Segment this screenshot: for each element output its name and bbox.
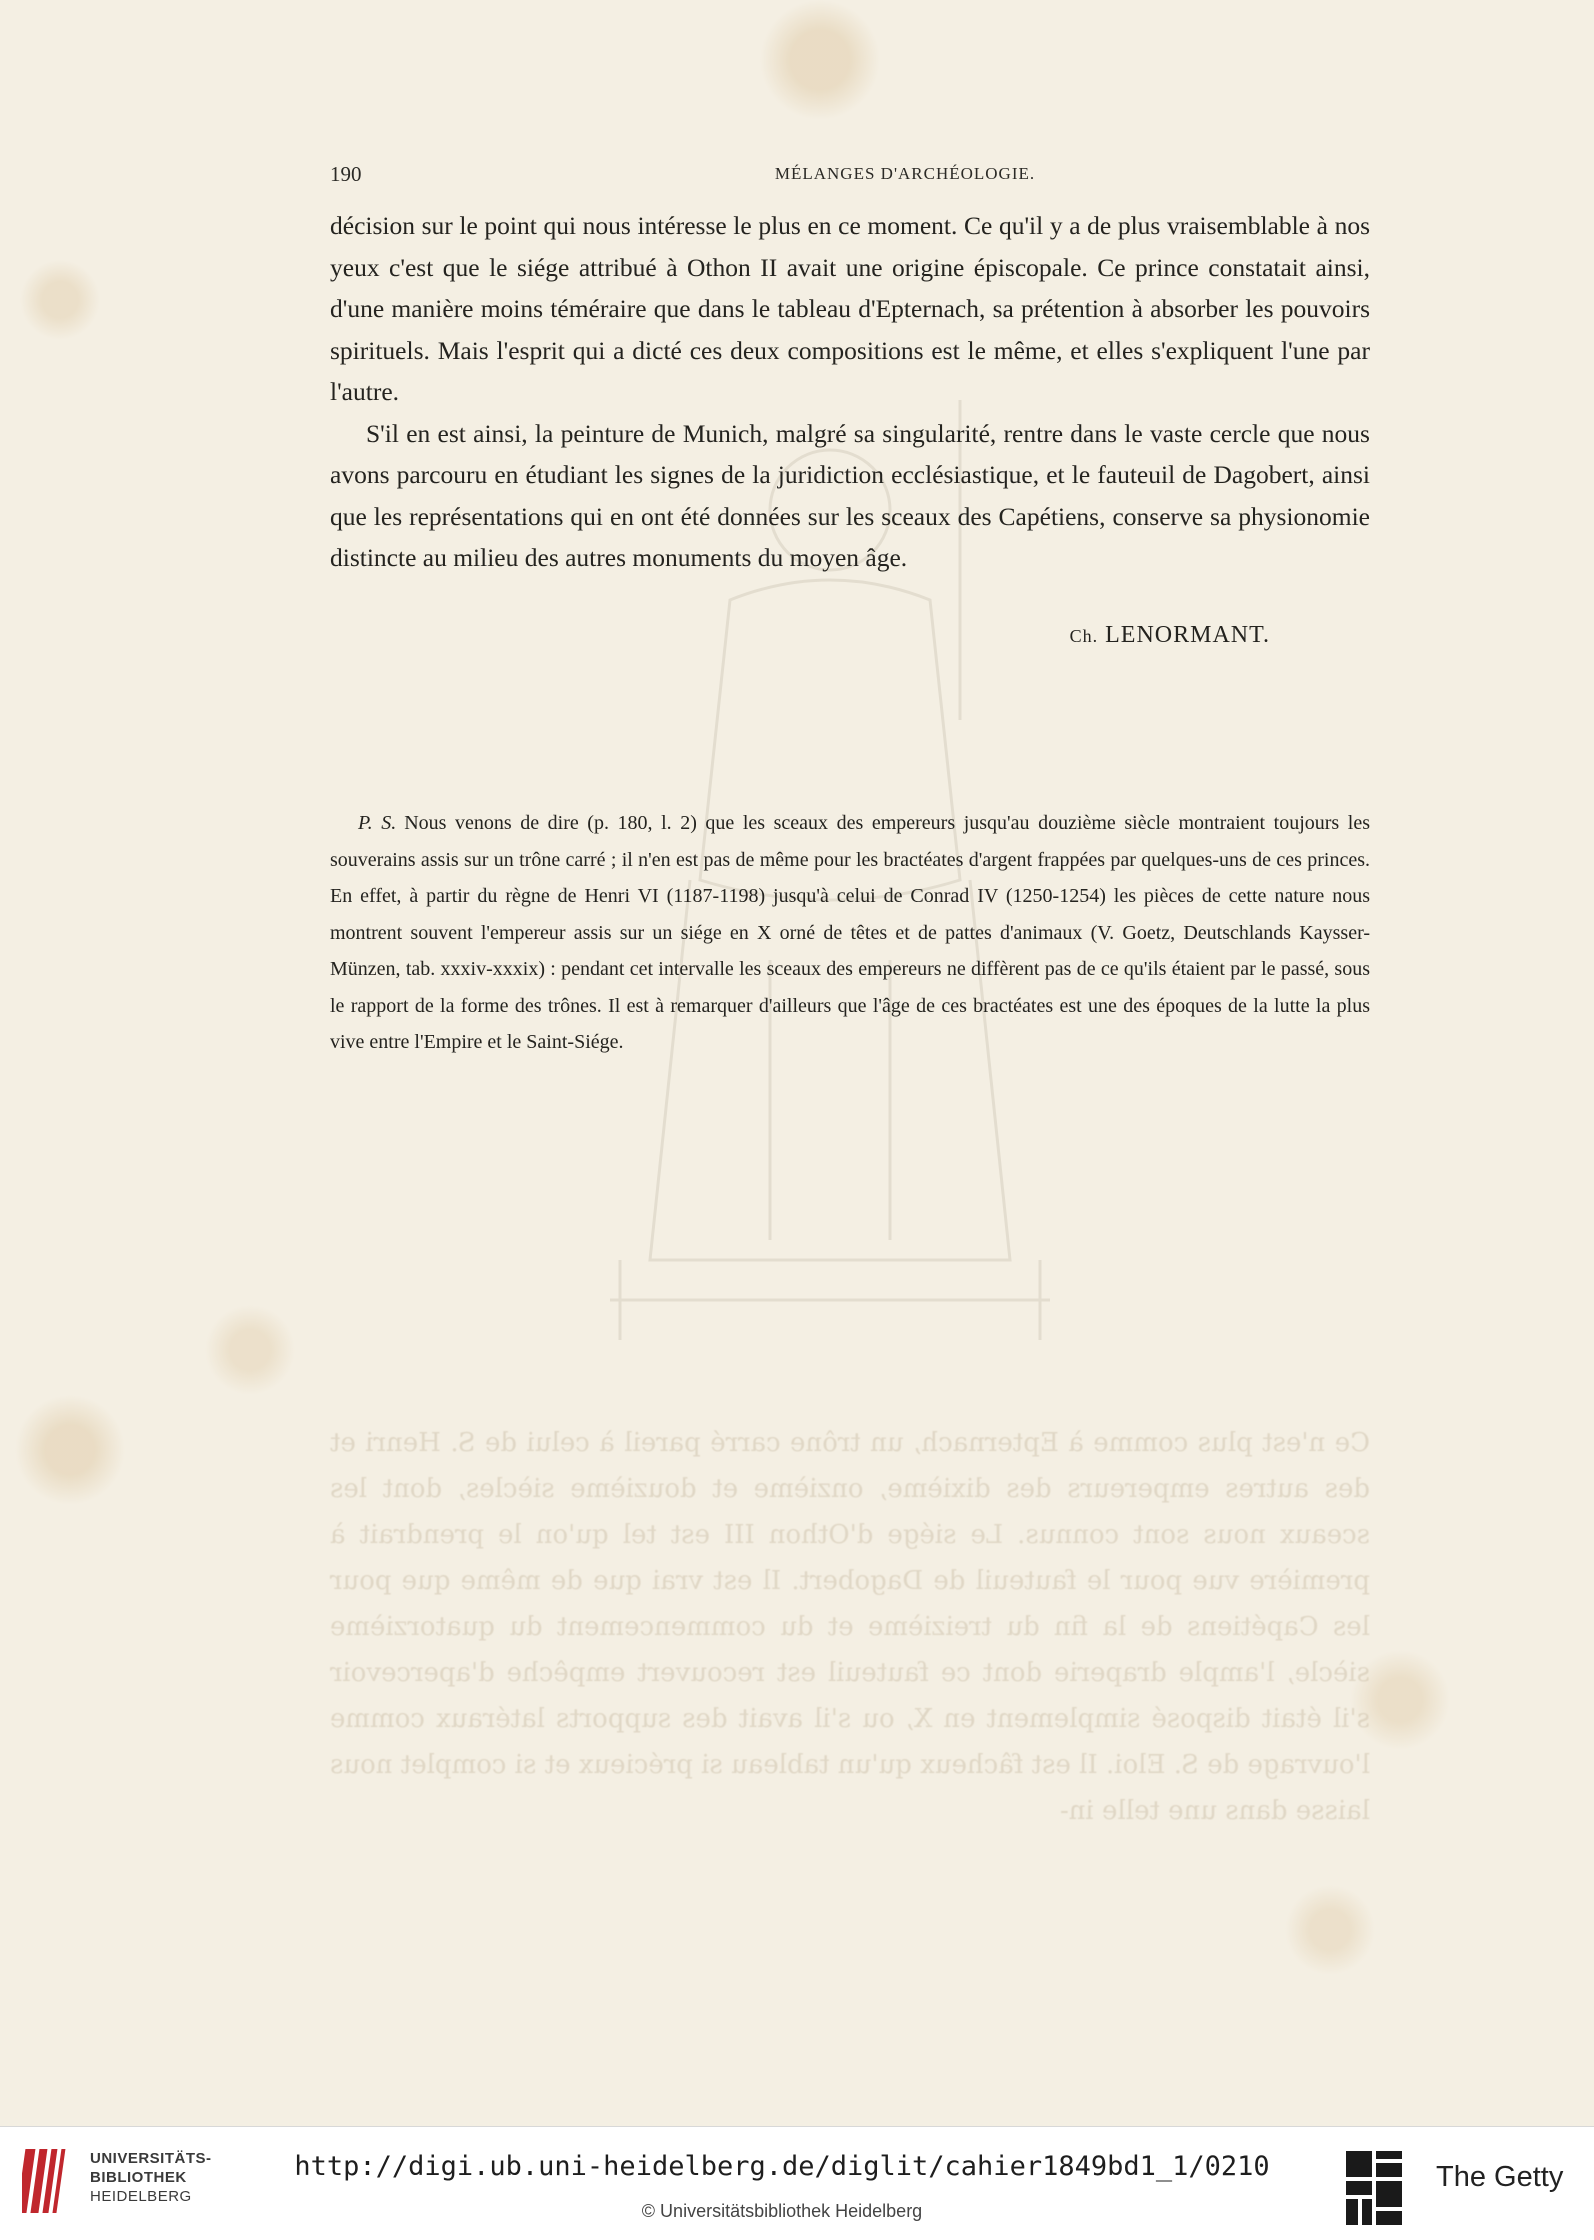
postscript-text: Nous venons de dire (p. 180, l. 2) que les sceaux des empereurs jusqu'au douzième siècle montraient toujours les souverains assis sur un trône carré ; il n'en est pas de même pour les bractéates d'argent frappées par quelques-uns de ces princes. En effet, à partir du règne de Henri VI (1187-1198) jusqu'à celui de Conrad IV (1250-1254) les pièces de cette nature nous montrent souvent l'empereur assis sur un siége en X orné de têtes et de pattes d'animaux (V. Goetz, Deutschlands Kaysser-Münzen, tab. xxxiv-xxxix) : pendant cet intervalle les sceaux des empereurs ne diffèrent pas de ce qu'ils étaient par le passé, sous le rapport de la forme des trônes. Il est à remarquer d'ailleurs que l'âge de ces bractéates est une des époques de la lutte la plus vive entre l'Empire et le Saint-Siége. xyxy=(330,812,1370,1053)
partner-name: The Getty xyxy=(1436,2161,1564,2193)
page-number: 190 xyxy=(330,162,362,186)
footer-bar xyxy=(0,2126,1594,2240)
getty-logo-icon[interactable] xyxy=(1344,2149,1404,2227)
copyright-notice: © Universitätsbibliothek Heidelberg xyxy=(641,2201,923,2221)
paragraph: S'il en est ainsi, la peinture de Munich, malgré sa singularité, rentre dans le vaste cercle que nous avons parcouru en étudiant les signes de la juridiction ecclésiastique, et le fauteuil de Dagobert, ainsi que les représentations qui en ont été données sur les sceaux des Capétiens, conserve sa physionomie distincte au milieu des autres monuments du moyen âge. xyxy=(330,418,1370,572)
library-name-line: UNIVERSITÄTS- xyxy=(90,2150,212,2167)
author-signature xyxy=(330,622,1270,649)
postscript-label: P. S. xyxy=(358,812,397,834)
main-text xyxy=(330,205,1370,579)
library-name-line: BIBLIOTHEK xyxy=(90,2169,187,2186)
signature-prefix: Ch. xyxy=(1069,626,1099,646)
running-title: MÉLANGES D'ARCHÉOLOGIE. xyxy=(774,164,1036,183)
postscript-paragraph xyxy=(330,805,1370,1061)
page-header xyxy=(330,162,1370,192)
permalink[interactable]: http://digi.ub.uni-heidelberg.de/diglit/cahier1849bd1_1/0210 xyxy=(294,2151,1270,2182)
postscript xyxy=(330,805,1370,1061)
paragraph: décision sur le point qui nous intéresse le plus en ce moment. Ce qu'il y a de plus vraisemblable à nos yeux c'est que le siége attribué à Othon II avait une origine épiscopale. Ce prince constatait ainsi, d'une manière moins téméraire que dans le tableau d'Epternach, sa prétention à absorber les pouvoirs spirituels. Mais l'esprit qui a dicté ces deux compositions est le même, et elles s'expliquent l'une par l'autre. xyxy=(330,211,1370,406)
signature-name: LENORMANT. xyxy=(1105,622,1270,648)
show-through-text: Ce n'est plus comme à Epternach, un trône carré pareil à celui de S. Henri et des autres empereurs des dixième, onzième et douzième siècles, dont les sceaux nous sont connus. Le siége d'Othon III est tel qu'on le prendrait à première vue pour le fauteuil de Dagobert. Il est vrai que de même que pour les Capétiens de la fin du treizième et du commencement du quatorzième siècle, l'ample draperie dont ce fauteuil est recouvert empêche d'apercevoir s'il était disposé simplement en X, ou s'il avait des supports latéraux comme l'ouvrage de S. Eloi. Il est fâcheux qu'un tableau si précieux et si complet nous laisse dans une telle in- xyxy=(330,1428,1370,1826)
library-name-line: HEIDELBERG xyxy=(90,2188,192,2205)
